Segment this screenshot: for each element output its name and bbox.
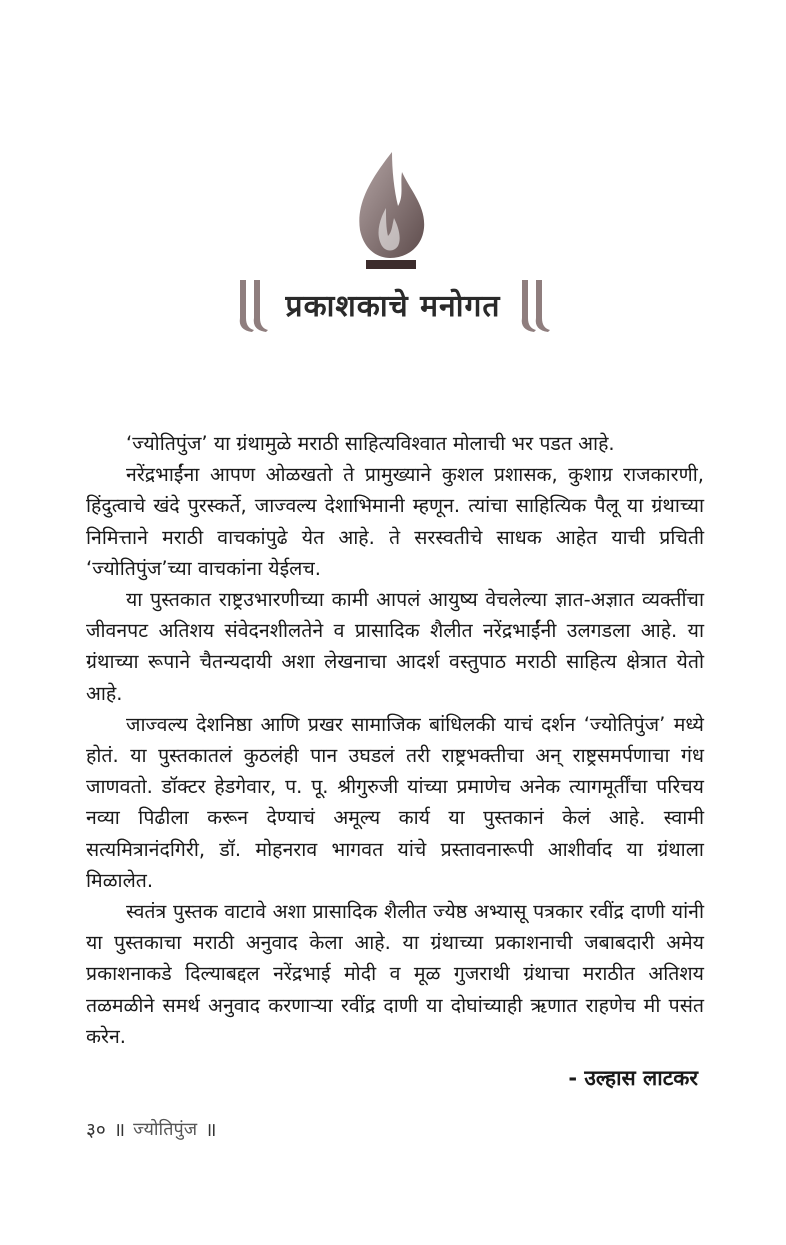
paragraph: नरेंद्रभाईंना आपण ओळखतो ते प्रामुख्याने कुशल प्रशासक, कुशाग्र राजकारणी, हिंदुत्वाचे खंदे पुरस्कर्ते, जाज्वल्य देशाभिमानी म्हणून. त्यांचा साहित्यिक पैलू या ग्रंथाच्या निमित्ताने मराठी वाचकांपुढे येत आहे. ते सरस्वतीचे साधक आहेत याची प्रचिती ‘ज्योतिपुंज’च्या वाचकांना येईलच. [86,463,704,580]
flame-lamp-icon [352,150,428,272]
page-footer [86,1116,216,1142]
footer-mark-right: ॥ [205,1119,217,1141]
page-title: प्रकाशकाचे मनोगत [285,288,501,324]
paragraph: स्वतंत्र पुस्तक वाटावे अशा प्रासादिक शैलीत ज्येष्ठ अभ्यासू पत्रकार रवींद्र दाणी यांनी या पुस्तकाचा मराठी अनुवाद केला आहे. या ग्रंथाच्या प्रकाशनाची जबाबदारी अमेय प्रकाशनाकडे दिल्याबद्दल नरेंद्रभाई मोदी व मूळ गुजराथी ग्रंथाचा मराठीत अतिशय तळमळीने समर्थ अनुवाद करणाऱ्या रवींद्र दाणी या दोघांच्याही ऋणात राहणेच मी पसंत करेन. [86,900,704,1048]
double-bar-ornament-right [514,274,554,334]
book-name: ज्योतिपुंज [133,1119,198,1140]
page-heading [0,274,786,334]
paragraph: जाज्वल्य देशनिष्ठा आणि प्रखर सामाजिक बांधिलकी याचं दर्शन ‘ज्योतिपुंज’ मध्ये होतं. या पुस्तकातलं कुठलंही पान उघडलं तरी राष्ट्रभक्तीचा अन् राष्ट्रसमर्पणाचा गंध जाणवतो. डॉक्टर हेडगेवार, प. पू. श्रीगुरुजी यांच्या प्रमाणेच अनेक त्यागमूर्तींचा परिचय नव्या पिढीला करून देण्याचं अमूल्य कार्य या पुस्तकानं केलं आहे. स्वामी सत्यमित्रानंदगिरी, डॉ. मोहनराव भागवत यांचे प्रस्तावनारूपी आशीर्वाद या ग्रंथाला मिळालेत. [86,712,704,892]
page-number: ३० [86,1119,106,1141]
paragraph: या पुस्तकात राष्ट्रउभारणीच्या कामी आपलं आयुष्य वेचलेल्या ज्ञात-अज्ञात व्यक्तींचा जीवनपट अतिशय संवेदनशीलतेने व प्रासादिक शैलीत नरेंद्रभाईंनी उलगडला आहे. या ग्रंथाच्या रूपाने चैतन्यदायी अशा लेखनाचा आदर्श वस्तुपाठ मराठी साहित्य क्षेत्रात येतो आहे. [86,588,704,705]
double-bar-ornament-left [232,274,272,334]
author-signature: - उल्हास लाटकर [568,1066,698,1090]
footer-mark-left: ॥ [113,1119,126,1141]
body-text [86,428,704,1052]
paragraph: ‘ज्योतिपुंज’ या ग्रंथामुळे मराठी साहित्यविश्वात मोलाची भर पडत आहे. [126,432,615,455]
